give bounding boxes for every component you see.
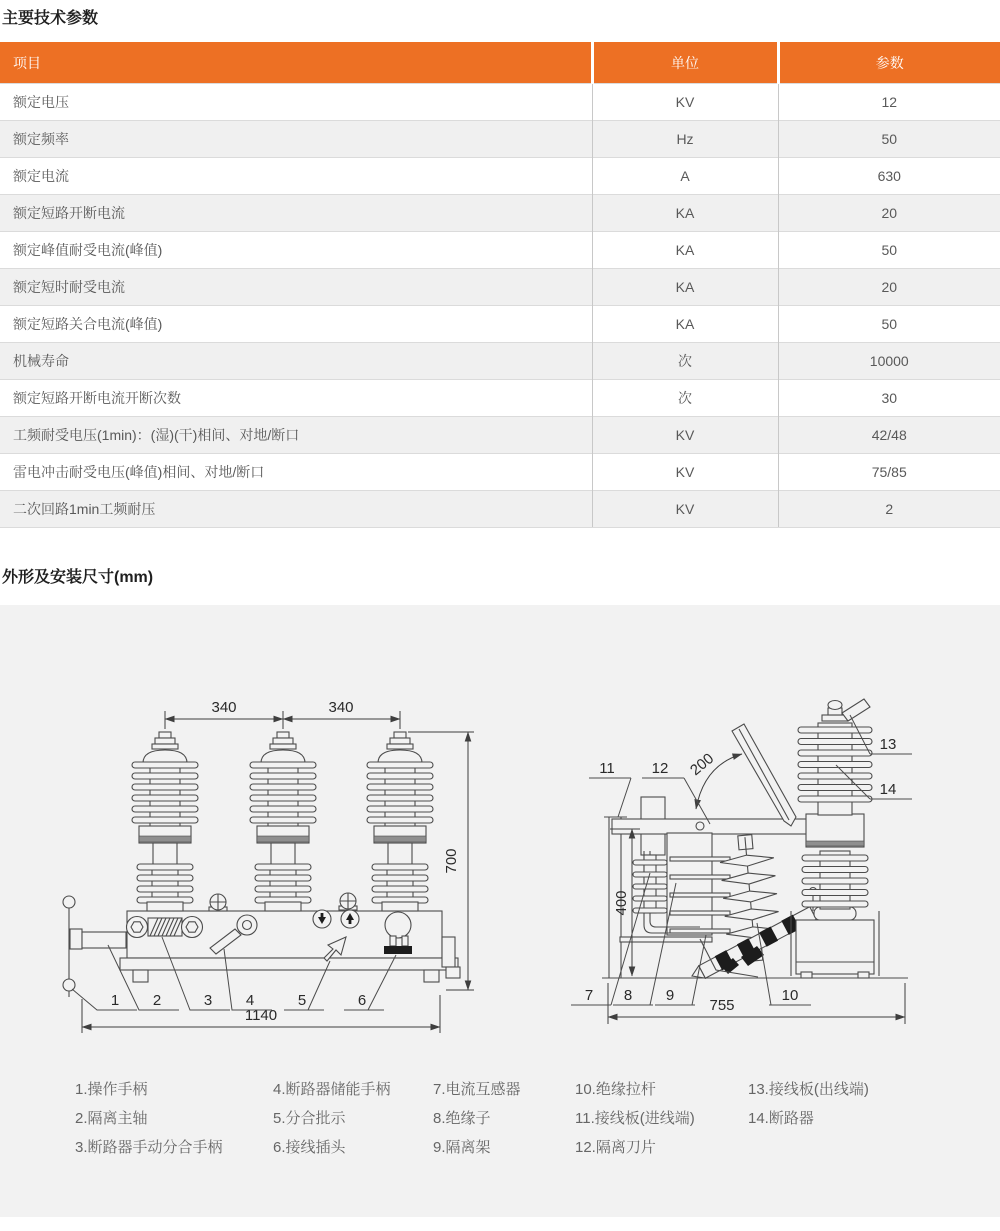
table-row [0,232,1000,269]
cell-item: 二次回路1min工频耐压 [0,491,592,528]
legend-item: 2.隔离主轴 [75,1110,148,1127]
cell-item: 额定短路关合电流(峰值) [0,306,592,343]
callout-number: 1 [110,992,120,1009]
cell-item: 额定电压 [0,84,592,121]
cell-unit: KV [592,84,778,121]
front-view [63,699,474,1033]
cell-unit: 次 [592,343,778,380]
legend-item: 11.接线板(进线端) [575,1110,695,1127]
cell-item: 雷电冲击耐受电压(峰值)相间、对地/断口 [0,454,592,491]
dimension-diagram-panel [0,605,1000,1217]
spring [127,917,203,938]
insulator-column [367,732,433,911]
legend-item: 10.绝缘拉杆 [575,1081,656,1098]
dim-label-angle: 200 [687,749,718,780]
cell-unit: 次 [592,380,778,417]
legend-item: 12.隔离刀片 [575,1139,656,1156]
cell-value: 2 [778,491,1000,528]
wiring-plug [384,912,412,954]
cell-unit: KV [592,454,778,491]
table-row [0,417,1000,454]
disconnect-lever [732,724,796,826]
cell-unit: KV [592,417,778,454]
section-title-parameters: 主要技术参数 [2,10,99,27]
cell-item: 额定短时耐受电流 [0,269,592,306]
operating-handle [63,896,126,997]
cell-value: 630 [778,158,1000,195]
callout-number: 11 [599,760,615,777]
cell-item: 机械寿命 [0,343,592,380]
table-row [0,269,1000,306]
insulator-column [250,732,316,911]
specs-table [0,42,1000,528]
cell-item: 工频耐受电压(1min)：(湿)(干)相间、对地/断口 [0,417,592,454]
side-view [571,699,912,1024]
cell-item: 额定电流 [0,158,592,195]
callout-number: 8 [623,987,633,1004]
cell-unit: KA [592,306,778,343]
callout-number: 2 [152,992,162,1009]
dim-label-height: 700 [443,848,460,874]
legend-column [75,1075,223,1162]
legend-item: 8.绝缘子 [433,1110,491,1127]
cell-unit: KV [592,491,778,528]
cell-value: 50 [778,121,1000,158]
cell-value: 75/85 [778,454,1000,491]
legend-item: 6.接线插头 [273,1139,346,1156]
legend-item: 5.分合批示 [273,1110,346,1127]
legend-item: 3.断路器手动分合手柄 [75,1139,223,1156]
cell-value: 42/48 [778,417,1000,454]
table-row [0,195,1000,232]
cell-item: 额定短路开断电流开断次数 [0,380,592,417]
cell-value: 30 [778,380,1000,417]
cell-item: 额定短路开断电流 [0,195,592,232]
legend-item: 1.操作手柄 [75,1081,148,1098]
col-header-unit: 单位 [592,42,778,84]
table-row [0,158,1000,195]
table-row [0,84,1000,121]
legend-column [748,1075,869,1133]
cell-value: 12 [778,84,1000,121]
table-row [0,454,1000,491]
callout-number: 4 [245,992,255,1009]
callout-number: 3 [203,992,213,1009]
table-header-row [0,42,1000,84]
outlet-terminal [842,699,870,721]
legend-column [433,1075,521,1162]
callout-number: 10 [781,987,799,1004]
cell-unit: Hz [592,121,778,158]
callout-number: 13 [879,736,897,753]
legend-item: 9.隔离架 [433,1139,491,1156]
cell-value: 50 [778,232,1000,269]
legend-item: 13.接线板(出线端) [748,1081,869,1098]
table-row [0,491,1000,528]
dim-label-span1: 340 [211,699,237,716]
dim-label-width: 1140 [244,1007,278,1024]
breaker-pole [791,699,879,978]
cell-unit: KA [592,269,778,306]
dim-label-width: 755 [709,997,735,1014]
legend-item: 7.电流互感器 [433,1081,521,1098]
table-row [0,380,1000,417]
cell-value: 20 [778,195,1000,232]
callout-number: 6 [357,992,367,1009]
callout-number: 7 [584,987,594,1004]
legend-column [273,1075,391,1162]
section-title-dimensions: 外形及安装尺寸(mm) [2,569,154,586]
dim-label-span2: 340 [328,699,354,716]
legend-item: 14.断路器 [748,1110,814,1127]
swing-dimension [687,750,742,809]
cell-value: 20 [778,269,1000,306]
col-header-item: 项目 [0,42,592,84]
callout-number: 9 [665,987,675,1004]
table-row [0,306,1000,343]
cell-item: 额定频率 [0,121,592,158]
callout-number: 5 [297,992,307,1009]
legend-item: 4.断路器储能手柄 [273,1081,391,1098]
cell-value: 50 [778,306,1000,343]
cell-item: 额定峰值耐受电流(峰值) [0,232,592,269]
dim-label-height: 400 [613,890,630,916]
cell-value: 10000 [778,343,1000,380]
cell-unit: KA [592,195,778,232]
col-header-value: 参数 [778,42,1000,84]
table-row [0,343,1000,380]
cell-unit: KA [592,232,778,269]
callout-number: 14 [879,781,897,798]
legend-column [575,1075,695,1162]
table-row [0,121,1000,158]
insulator-column [132,732,198,911]
callout-number: 12 [651,760,669,777]
cell-unit: A [592,158,778,195]
